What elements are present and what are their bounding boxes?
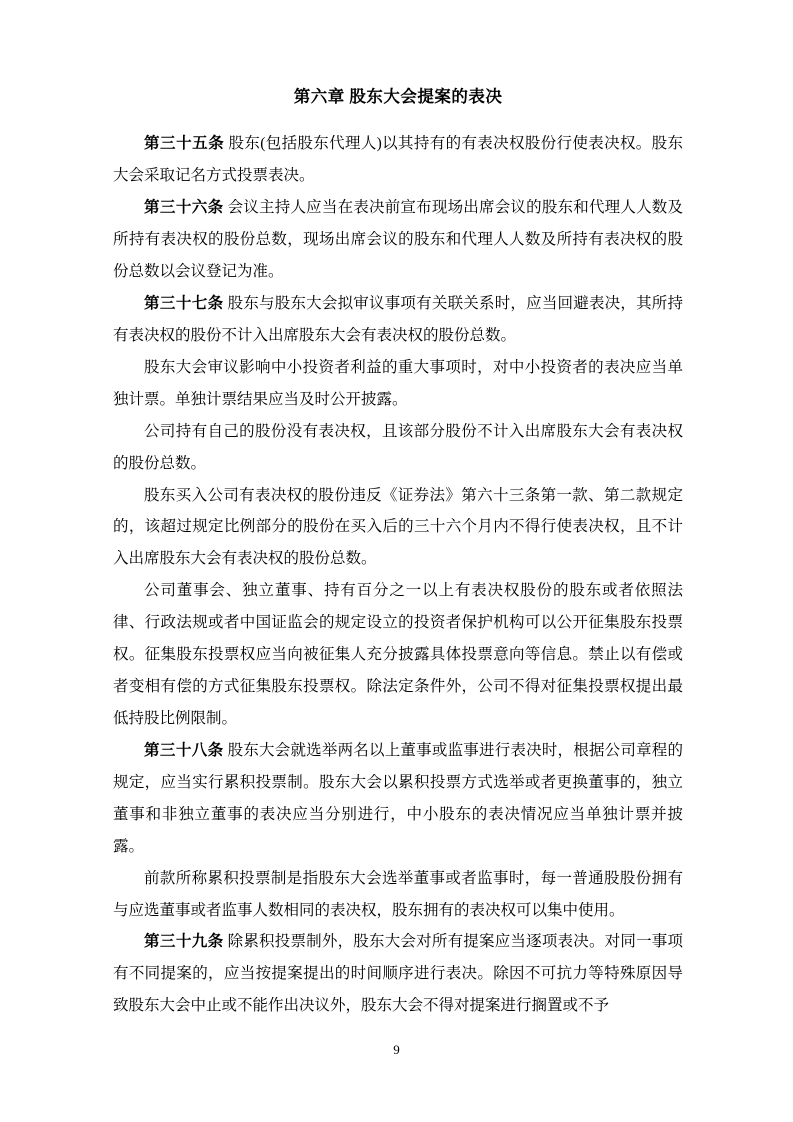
article-number: 第三十六条 [144, 199, 224, 217]
paragraph [113, 352, 683, 416]
paragraph [113, 416, 683, 480]
paragraph [113, 575, 683, 735]
paragraph-text: 公司持有自己的股份没有表决权，且该部分股份不计入出席股东大会有表决权的股份总数。 [113, 422, 683, 472]
paragraph-text: 公司董事会、独立董事、持有百分之一以上有表决权股份的股东或者依照法律、行政法规或者中国证监会的规定设立的投资者保护机构可以公开征集股东投票权。征集股东投票权应当向被征集人充分披露具体投票意向等信息。禁止以有偿或者变相有偿的方式征集股东投票权。除法定条件外，公司不得对征集投票权提出最低持股比例限制。 [113, 582, 683, 727]
article-number: 第三十八条 [144, 741, 224, 759]
paragraph-text: 会议主持人应当在表决前宣布现场出席会议的股东和代理人人数及所持有表决权的股份总数，现场出席会议的股东和代理人人数及所持有表决权的股份总数以会议登记为准。 [113, 199, 683, 281]
article-number: 第三十七条 [144, 295, 224, 312]
paragraph [113, 863, 683, 927]
paragraph-text: 股东大会审议影响中小投资者利益的重大事项时，对中小投资者的表决应当单独计票。单独计票结果应当及时公开披露。 [113, 358, 683, 408]
paragraph-text: 股东买入公司有表决权的股份违反《证券法》第六十三条第一款、第二款规定的，该超过规定比例部分的股份在买入后的三十六个月内不得行使表决权，且不计入出席股东大会有表决权的股份总数。 [113, 486, 683, 568]
paragraph [113, 480, 683, 576]
article-number: 第三十五条 [144, 135, 225, 153]
document-body [113, 84, 683, 1022]
paragraph-text: 除累积投票制外，股东大会对所有提案应当逐项表决。对同一事项有不同提案的，应当按提案提出的时间顺序进行表决。除因不可抗力等特殊原因导致股东大会中止或不能作出决议外，股东大会不得对提案进行搁置或不予 [113, 933, 683, 1015]
paragraph [113, 288, 683, 352]
paragraph [113, 128, 683, 192]
paragraph-text: 股东(包括股东代理人)以其持有的有表决权股份行使表决权。股东大会采取记名方式投票表决。 [113, 135, 684, 185]
paragraph [113, 192, 683, 288]
paragraph [113, 735, 683, 863]
paragraph-text: 股东与股东大会拟审议事项有关联关系时，应当回避表决，其所持有表决权的股份不计入出席股东大会有表决权的股份总数。 [113, 295, 683, 344]
page-number: 9 [393, 1042, 400, 1057]
paragraph-text: 股东大会就选举两名以上董事或监事进行表决时，根据公司章程的规定，应当实行累积投票制。股东大会以累积投票方式选举或者更换董事的，独立董事和非独立董事的表决应当分别进行，中小股东的表决情况应当单独计票并披露。 [113, 741, 683, 855]
chapter-title: 第六章 股东大会提案的表决 [293, 87, 503, 106]
paragraph [113, 926, 683, 1022]
article-number: 第三十九条 [144, 933, 224, 951]
paragraph-text: 前款所称累积投票制是指股东大会选举董事或者监事时，每一普通股股份拥有与应选董事或者监事人数相同的表决权，股东拥有的表决权可以集中使用。 [113, 869, 683, 919]
